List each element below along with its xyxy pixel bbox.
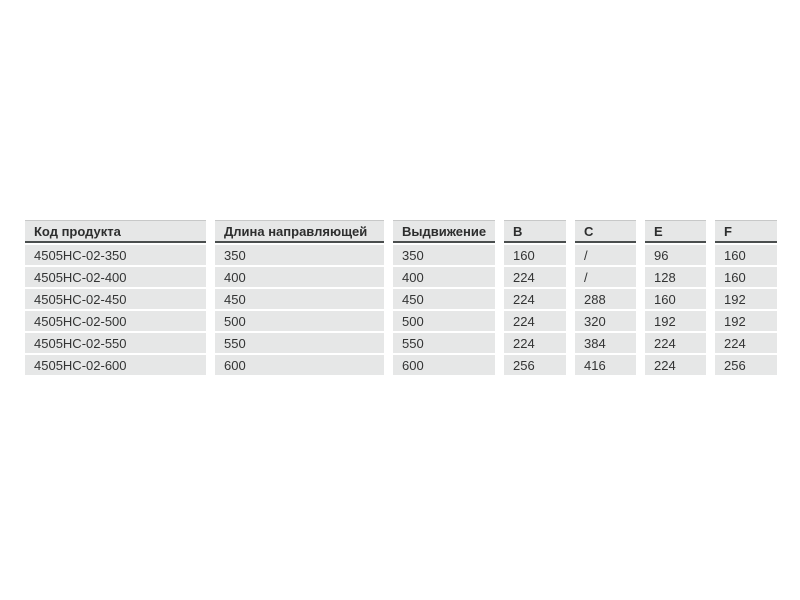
product-code-cell: 4505HC-02-550 <box>25 333 206 353</box>
column-header-e: E <box>645 220 706 243</box>
table-cell: 128 <box>645 267 706 287</box>
table-cell: / <box>575 267 636 287</box>
table-cell: 256 <box>504 355 566 375</box>
table-cell: 224 <box>715 333 777 353</box>
table-cell: 450 <box>393 289 495 309</box>
table-cell: 224 <box>645 333 706 353</box>
table-cell: 256 <box>715 355 777 375</box>
table-cell: 224 <box>504 311 566 331</box>
table-cell: 288 <box>575 289 636 309</box>
table-cell: 500 <box>393 311 495 331</box>
table-cell: 550 <box>393 333 495 353</box>
product-code-cell: 4505HC-02-600 <box>25 355 206 375</box>
table-cell: 160 <box>645 289 706 309</box>
column-header-f: F <box>715 220 777 243</box>
table-cell: 160 <box>504 245 566 265</box>
product-code-cell: 4505HC-02-400 <box>25 267 206 287</box>
table-cell: 224 <box>504 267 566 287</box>
table-cell: 384 <box>575 333 636 353</box>
table-cell: 192 <box>645 311 706 331</box>
column-header-c: C <box>575 220 636 243</box>
table-cell: 224 <box>504 333 566 353</box>
column-header-b: B <box>504 220 566 243</box>
table-cell: 224 <box>645 355 706 375</box>
table-cell: 160 <box>715 245 777 265</box>
table-cell: 400 <box>215 267 384 287</box>
column-header-guide-length: Длина направляющей <box>215 220 384 243</box>
product-code-cell: 4505HC-02-350 <box>25 245 206 265</box>
table-cell: 96 <box>645 245 706 265</box>
table-cell: 224 <box>504 289 566 309</box>
column-header-product-code: Код продукта <box>25 220 206 243</box>
table-cell: / <box>575 245 636 265</box>
table-cell: 320 <box>575 311 636 331</box>
table-cell: 500 <box>215 311 384 331</box>
table-cell: 350 <box>393 245 495 265</box>
column-header-extension: Выдвижение <box>393 220 495 243</box>
table-cell: 192 <box>715 289 777 309</box>
table-cell: 192 <box>715 311 777 331</box>
product-code-cell: 4505HC-02-500 <box>25 311 206 331</box>
table-cell: 550 <box>215 333 384 353</box>
table-cell: 160 <box>715 267 777 287</box>
table-cell: 600 <box>215 355 384 375</box>
table-cell: 350 <box>215 245 384 265</box>
table-cell: 450 <box>215 289 384 309</box>
table-cell: 416 <box>575 355 636 375</box>
product-code-cell: 4505HC-02-450 <box>25 289 206 309</box>
spec-table <box>25 220 777 375</box>
table-cell: 600 <box>393 355 495 375</box>
table-cell: 400 <box>393 267 495 287</box>
